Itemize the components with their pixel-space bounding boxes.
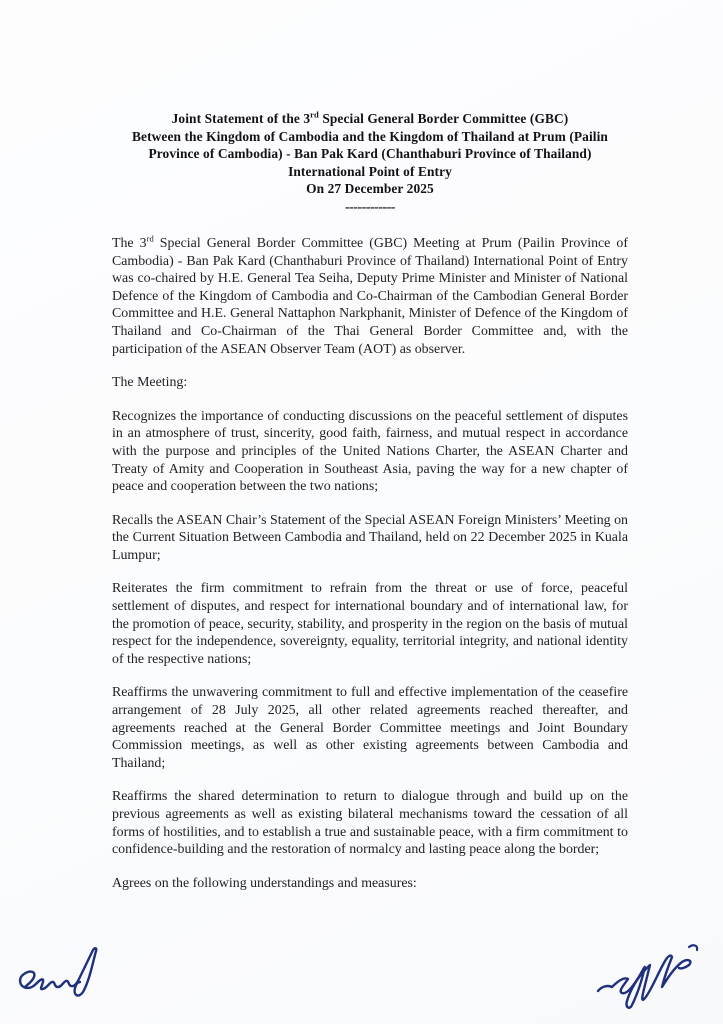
- paragraph-recalls: Recalls the ASEAN Chair’s Statement of the Special ASEAN Foreign Ministers’ Meeting on the Current Situation Between Cambodia and Thailand, held on 22 December 2025 in Kuala Lumpur;: [112, 512, 628, 563]
- title-line-2: Between the Kingdom of Cambodia and the Kingdom of Thailand at Prum (Pailin: [132, 128, 608, 144]
- paragraph-recognizes: Recognizes the importance of conducting discussions on the peaceful settlement of disputes in an atmosphere of trust, sincerity, good faith, fairness, and mutual respect in accordance with the purpose and principles of the United Nations Charter, the ASEAN Charter and Treaty of Amity and Cooperation in Southeast Asia, paving the way for a new chapter of peace and cooperation between the two nations;: [112, 408, 628, 495]
- title-line-5: On 27 December 2025: [306, 181, 434, 197]
- handwritten-signature-icon: [16, 941, 104, 1009]
- title-line-1: [112, 110, 628, 128]
- paragraph-reaffirms-dialogue: Reaffirms the shared determination to return to dialogue through and build up on the previous agreements as well as existing bilateral mechanisms toward the cessation of all forms of hostilities, and to establish a true and sustainable peace, with a firm commitment to confidence-building and the restoration of normalcy and lasting peace along the border;: [112, 789, 628, 858]
- title-line-3: Province of Cambodia) - Ban Pak Kard (Chanthaburi Province of Thailand): [148, 146, 592, 162]
- document-body: [112, 110, 628, 892]
- title-divider: ------------: [345, 199, 395, 215]
- title-line-1-text: Joint Statement of the 3: [171, 111, 311, 126]
- title-line-1-rest: Special General Border Committee (GBC): [318, 111, 569, 126]
- meeting-label: The Meeting:: [112, 375, 188, 391]
- signature-right: [594, 934, 708, 1020]
- paragraph-reaffirms-ceasefire: Reaffirms the unwavering commitment to full and effective implementation of the ceasefire arrangement of 28 July 2025, all other related agreements reached thereafter, and agreements reached at the General Border Committee meetings and Joint Boundary Commission meetings, as well as other existing agreements between Cambodia and Thailand;: [112, 685, 628, 771]
- handwritten-signature-icon: [594, 934, 708, 1020]
- document-title: [112, 110, 628, 215]
- ordinal-superscript: rd: [310, 109, 319, 120]
- signature-left: [16, 941, 104, 1009]
- ordinal-superscript: rd: [146, 233, 154, 244]
- paragraph-reiterates: Reiterates the firm commitment to refrain from the threat or use of force, peaceful settlement of disputes, and respect for international boundary and of international law, for the promotion of peace, security, stability, and prosperity in the region on the basis of mutual respect for the independence, sovereignty, equality, territorial integrity, and national identity of the respective nations;: [112, 581, 628, 667]
- statement-text: [112, 235, 628, 892]
- opening-paragraph: [112, 235, 628, 358]
- title-line-4: International Point of Entry: [288, 163, 452, 179]
- opening-paragraph-text: The 3: [112, 235, 147, 251]
- opening-paragraph-rest: Special General Border Committee (GBC) Meeting at Prum (Pailin Province of Cambodia) - Ban Pak Kard (Chanthaburi Province of Thailand) International Point of Entry was co-chaired by H.E. General Tea Seiha, Deputy Prime Minister and Minister of National Defence of the Kingdom of Cambodia and Co-Chairman of the Cambodian General Border Committee and H.E. General Nattaphon Narkphanit, Minister of Defence of the Kingdom of Thailand and Co-Chairman of the Thai General Border Committee and, with the participation of the ASEAN Observer Team (AOT) as observer.: [112, 235, 628, 357]
- paragraph-agrees: Agrees on the following understandings and measures:: [112, 875, 417, 891]
